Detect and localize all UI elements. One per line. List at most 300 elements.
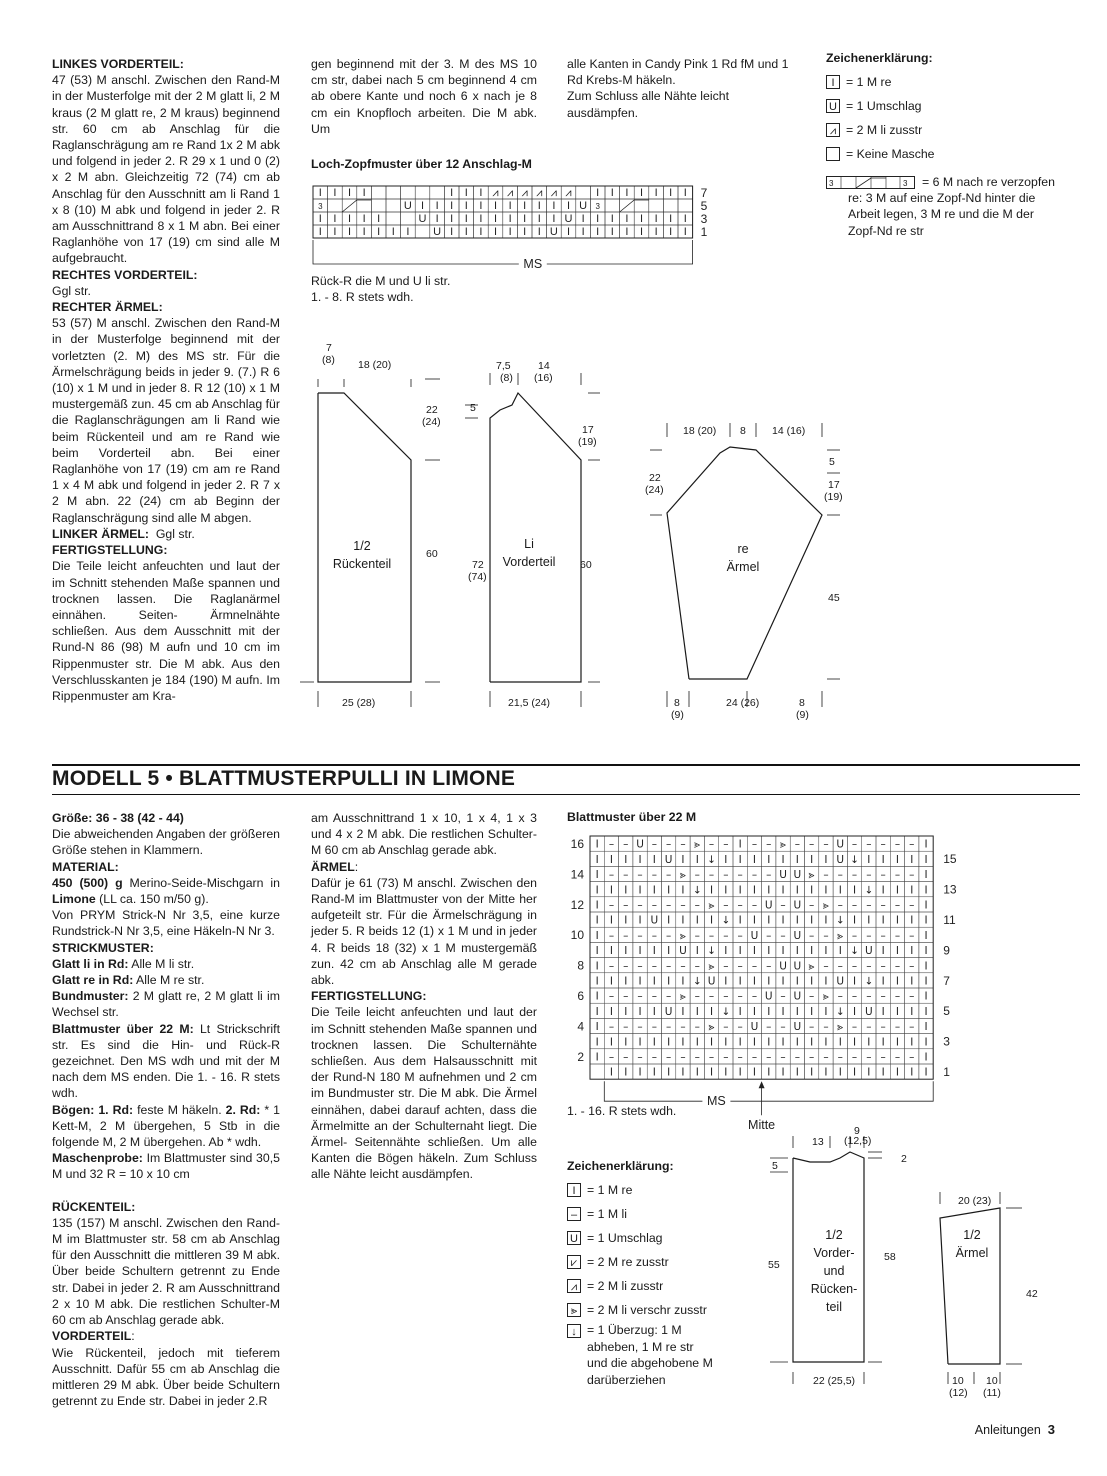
chart-cell xyxy=(386,186,401,199)
footer-label: Anleitungen xyxy=(974,1423,1041,1437)
svg-text:(8): (8) xyxy=(322,354,335,366)
chart-symbol: I xyxy=(595,914,599,927)
chart-symbol: ⪢ xyxy=(837,1021,844,1034)
chart-cell xyxy=(678,199,693,212)
chart-symbol: I xyxy=(695,1005,699,1018)
chart-symbol: – xyxy=(666,960,672,973)
chart-symbol: – xyxy=(851,990,858,1003)
chart-symbol: I xyxy=(609,945,614,958)
svg-text:18 (20): 18 (20) xyxy=(683,425,717,437)
chart-symbol: – xyxy=(837,990,843,1003)
chart-symbol: – xyxy=(680,1051,686,1064)
chart-symbol: – xyxy=(651,869,657,882)
chart-symbol: I xyxy=(609,1036,614,1049)
chart-symbol: I xyxy=(667,884,671,897)
chart-symbol: – xyxy=(666,1021,672,1034)
chart-symbol: I xyxy=(924,1051,928,1064)
chart-symbol: I xyxy=(654,187,658,199)
chart-symbol: I xyxy=(654,213,658,225)
chart-symbol: I xyxy=(824,1005,828,1018)
chart-symbol: – xyxy=(837,960,843,973)
chart-symbol: I xyxy=(420,200,425,212)
chart-symbol: I xyxy=(609,853,614,866)
chart-symbol: I xyxy=(724,1066,728,1079)
chart-symbol: – xyxy=(751,899,758,912)
chart-symbol: – xyxy=(823,929,829,942)
chart-symbol: I xyxy=(681,975,685,988)
chart-symbol: I xyxy=(537,200,541,212)
chart-symbol: – xyxy=(894,990,901,1003)
legend-title: Zeichenerklärung: xyxy=(826,51,933,65)
chart-symbol: ⪢ xyxy=(679,990,686,1003)
chart-symbol: – xyxy=(880,929,886,942)
paragraph xyxy=(52,940,280,956)
chart-symbol: ↓ xyxy=(850,853,859,866)
chart-symbol: – xyxy=(909,869,915,882)
chart-symbol: – xyxy=(737,960,743,973)
paragraph-text: 2 M glatt re, 2 M glatt li im Wechsel str. xyxy=(52,989,280,1020)
chart-symbol: I xyxy=(867,853,871,866)
chart-symbol: I xyxy=(752,853,757,866)
chart-symbol: – xyxy=(794,838,800,851)
yarn-over-icon: U xyxy=(826,99,840,113)
chart-symbol: I xyxy=(752,945,757,958)
svg-text:3: 3 xyxy=(829,179,834,188)
paragraph xyxy=(52,1183,280,1199)
chart-symbol: I xyxy=(867,1036,871,1049)
chart-symbol: U xyxy=(764,899,773,912)
svg-text:und: und xyxy=(823,1264,845,1278)
yarn-over-icon: U xyxy=(567,1231,581,1245)
chart-symbol: ↓ xyxy=(707,853,716,866)
mitte-arrow-head xyxy=(759,1081,765,1088)
chart-symbol: U xyxy=(836,975,845,988)
chart-symbol: – xyxy=(637,1021,643,1034)
svg-text:(24): (24) xyxy=(645,484,664,496)
heading: LINKES VORDERTEIL: xyxy=(52,57,184,71)
svg-text:Ärmel: Ärmel xyxy=(955,1246,989,1260)
svg-text:21,5 (24): 21,5 (24) xyxy=(508,697,551,709)
chart-symbol: U xyxy=(836,838,845,851)
chart-symbol: – xyxy=(851,899,858,912)
chart-symbol: – xyxy=(723,1021,729,1034)
chart-symbol: – xyxy=(809,1051,815,1064)
chart-symbol: U xyxy=(664,1005,673,1018)
row-number-right: 7 xyxy=(943,973,950,988)
chart-symbol: – xyxy=(894,838,901,851)
chart-symbol: I xyxy=(838,945,842,958)
chart-symbol: U xyxy=(750,929,759,942)
chart-symbol: – xyxy=(866,1021,872,1034)
chart-symbol: – xyxy=(694,960,700,973)
paragraph xyxy=(52,1345,280,1410)
schematic-top xyxy=(300,335,860,730)
legend-item: ⪢ = 2 M li verschr zusstr xyxy=(567,1298,707,1322)
chart-symbol: I xyxy=(406,226,410,238)
schematic-bottom xyxy=(760,1122,1060,1412)
chart-symbol: I xyxy=(493,226,498,238)
svg-text:22: 22 xyxy=(426,404,438,416)
chart-symbol: I xyxy=(638,1036,642,1049)
paragraph: gen beginnend mit der 3. M des MS 10 cm str, dabei nach 5 cm beginnend 4 cm ab obere Kante und noch 6 x nach je 8 cm ein Knopfloch arbeiten. Die M abk. Um xyxy=(311,57,537,136)
chart-symbol: I xyxy=(523,226,527,238)
chart-symbol: – xyxy=(623,1021,629,1034)
chart-symbol: – xyxy=(851,1051,858,1064)
chart-symbol: I xyxy=(881,1066,885,1079)
svg-text:22 (25,5): 22 (25,5) xyxy=(813,1375,856,1387)
chart-symbol: I xyxy=(910,853,914,866)
paragraph-text: Im Blattmuster sind 30,5 M und 32 R = 10 x 10 cm xyxy=(52,1151,280,1182)
chart-symbol: ⩘ xyxy=(506,187,514,199)
legend-item: ⩘ = 2 M li zusstr xyxy=(826,118,935,142)
chart-cell xyxy=(663,199,678,212)
bold-label: Glatt re in Rd: xyxy=(52,973,134,988)
paragraph xyxy=(52,1021,280,1102)
chart-symbol: I xyxy=(464,187,468,199)
chart-symbol: I xyxy=(377,226,381,238)
chart-symbol: I xyxy=(596,187,600,199)
chart-symbol: – xyxy=(694,1021,700,1034)
chart-cell xyxy=(401,212,416,225)
chart-symbol: – xyxy=(866,899,872,912)
paragraph: Die Teile leicht anfeuchten und laut der im Schnitt stehenden Maße spannen und trocknen lassen. Die Raglanärmel einnähen. Seiten- Ärmnelnähte schließen. Aus dem Ausschnitt mit der Rund-N 86 (98) M aufn und 10 cm im Rippenmuster str. Die M abk. Aus den Verschlusskanten je 184 (190) M aufn. Im Rippenmuster am Kra- xyxy=(52,559,280,703)
chart-symbol: ⪢ xyxy=(708,899,715,912)
chart-symbol: – xyxy=(680,960,686,973)
no-stitch-icon xyxy=(826,147,840,161)
paragraph-text: Alle M re str. xyxy=(133,973,205,988)
chart-symbol: I xyxy=(910,1005,914,1018)
svg-text:3: 3 xyxy=(903,179,908,188)
text-column-1-bottom xyxy=(52,810,280,1409)
chart-symbol: I xyxy=(681,1005,685,1018)
row-number-left: 10 xyxy=(570,928,584,943)
chart-symbol: – xyxy=(766,929,772,942)
chart-symbol: – xyxy=(708,990,715,1003)
chart-symbol: ⪢ xyxy=(822,990,829,1003)
chart-symbol: I xyxy=(924,853,928,866)
chart-cell xyxy=(386,212,401,225)
chart-symbol: U xyxy=(779,960,787,973)
knit-icon: I xyxy=(567,1183,581,1197)
chart-symbol: I xyxy=(624,975,628,988)
bold-label: Bundmuster: xyxy=(52,989,129,1004)
bold-label: ÄRMEL xyxy=(311,859,355,874)
chart-symbol: I xyxy=(595,884,599,897)
chart-symbol: I xyxy=(724,884,728,897)
chart-symbol: I xyxy=(624,1066,628,1079)
chart-symbol: I xyxy=(738,853,742,866)
legend-item: U = 1 Umschlag xyxy=(826,94,935,118)
paragraph: 47 (53) M anschl. Zwischen den Rand-M in der Musterfolge mit der 2 M glatt li, 2 M kraus (2 M glatt re, 2 M kraus) beginnend str. 60 cm ab Anschlag für die Raglanschrägung am re Rand 1x 2 M abk und folgend in jeder 2. R 29 x 1 und 0 (2) x 2 M abn. Gleichzeitig 72 (74) cm ab Anschlag für den Ausschnitt am li Rand 1 x 8 (10) M abk und folgend in jeder 2. R am Ausschnittrand 8 x 1 M abn. Bei einer Raglanhöhe von 17 (19) cm sind alle M aufgebraucht. xyxy=(52,73,280,266)
chart-symbol: – xyxy=(823,1021,829,1034)
chart-symbol: I xyxy=(581,213,585,225)
chart-symbol: I xyxy=(377,213,381,225)
svg-text:60: 60 xyxy=(580,559,592,571)
chart-symbol: U xyxy=(707,975,716,988)
chart-symbol: I xyxy=(767,1066,771,1079)
row-number: 3 xyxy=(700,212,708,226)
chart-symbol: I xyxy=(781,1005,785,1018)
chart-symbol: I xyxy=(681,1036,685,1049)
legend-item: I = 1 M re xyxy=(567,1178,707,1202)
legend-item-slip: ↓ = 1 Überzug: 1 M abheben, 1 M re str und die abgehobene M darüberziehen xyxy=(567,1322,717,1388)
row-number-right: 5 xyxy=(943,1004,950,1019)
chart-symbol: I xyxy=(738,1005,742,1018)
chart-symbol: I xyxy=(738,1066,742,1079)
purl-two-together-icon: ⩘ xyxy=(567,1279,581,1293)
chart-symbol: – xyxy=(880,990,886,1003)
bold-label: MATERIAL: xyxy=(52,859,119,874)
chart-cell xyxy=(634,199,649,212)
chart-symbol: ⪢ xyxy=(808,960,815,973)
chart-symbol: I xyxy=(910,914,914,927)
svg-text:55: 55 xyxy=(768,1259,780,1271)
chart-symbol: U xyxy=(836,853,845,866)
svg-text:17: 17 xyxy=(582,424,594,436)
legend-item: I = 1 M re xyxy=(826,70,935,94)
chart-symbol: I xyxy=(924,914,928,927)
chart-symbol: I xyxy=(767,884,771,897)
chart-symbol: I xyxy=(652,1005,656,1018)
chart-symbol: ↓ xyxy=(864,975,874,988)
chart-symbol: I xyxy=(781,945,785,958)
chart-symbol: I xyxy=(667,914,671,927)
chart-symbol: I xyxy=(638,1005,642,1018)
svg-text:Vorder-: Vorder- xyxy=(813,1246,855,1260)
chart-symbol: – xyxy=(623,899,629,912)
text-column-3 xyxy=(567,56,795,121)
chart-symbol: U xyxy=(764,990,773,1003)
chart-symbol: I xyxy=(724,853,728,866)
legend-bottom xyxy=(567,1178,707,1322)
chart-symbol: ⩘ xyxy=(550,187,558,199)
paragraph xyxy=(52,1102,280,1151)
chart-symbol: I xyxy=(924,960,928,973)
chart-symbol: ↓ xyxy=(721,914,731,927)
chart-symbol: I xyxy=(695,1066,699,1079)
chart-symbol: – xyxy=(809,899,815,912)
chart-symbol: I xyxy=(724,1036,728,1049)
paragraph xyxy=(52,826,280,858)
row-number-left: 14 xyxy=(570,867,584,882)
chart-symbol: I xyxy=(895,1066,900,1079)
chart-symbol: – xyxy=(880,960,886,973)
chart-symbol: – xyxy=(851,960,858,973)
chart-cell xyxy=(386,199,401,212)
chart-symbol: – xyxy=(737,990,743,1003)
chart-symbol: I xyxy=(595,838,599,851)
chart-symbol: I xyxy=(596,226,600,238)
chart-symbol: I xyxy=(695,945,699,958)
bold-label: Maschenprobe: xyxy=(52,1151,143,1166)
chart-notes: Rück-R die M und U li str. 1. - 8. R stets wdh. xyxy=(311,274,451,305)
chart-symbol: U xyxy=(865,1005,873,1018)
chart-symbol: I xyxy=(781,884,785,897)
chart-symbol: I xyxy=(810,884,814,897)
chart-symbol: – xyxy=(766,1051,772,1064)
chart-symbol: – xyxy=(694,899,700,912)
chart-symbol: ⪢ xyxy=(708,960,715,973)
paragraph-text: Wie Rückenteil, jedoch mit tieferem Ausschnitt. Dafür 55 cm ab Anschlag die mittleren 29 M abk. Über beide Schultern getrennt zu Ende str. Dabei in jeder 2.R xyxy=(52,1345,280,1409)
chart-symbol: – xyxy=(637,960,643,973)
bold-label: RÜCKENTEIL: xyxy=(52,1199,136,1214)
chart-symbol: – xyxy=(623,929,629,942)
chart-symbol: I xyxy=(595,1036,599,1049)
row-number-left: 6 xyxy=(577,989,584,1003)
svg-text:2: 2 xyxy=(901,1153,907,1165)
chart-symbol: I xyxy=(910,975,914,988)
chart-symbol: I xyxy=(824,853,828,866)
row-number-left: 16 xyxy=(570,837,584,851)
paragraph xyxy=(52,1328,280,1344)
paragraph: Zum Schluss alle Nähte leicht ausdämpfen. xyxy=(567,89,729,120)
svg-text:5: 5 xyxy=(829,456,835,468)
chart-symbol: I xyxy=(479,200,483,212)
row-number-left: 12 xyxy=(570,897,584,912)
chart-symbol: I xyxy=(595,945,599,958)
chart-cell xyxy=(576,186,591,199)
paragraph xyxy=(52,988,280,1020)
knit-two-together-icon: ⩗ xyxy=(567,1255,581,1269)
chart-symbol: I xyxy=(709,1005,714,1018)
chart-symbol: I xyxy=(910,884,914,897)
paragraph: LINKER ÄRMEL: Ggl str. xyxy=(52,526,195,541)
chart-symbol: I xyxy=(493,200,498,212)
chart-symbol: – xyxy=(666,929,672,942)
chart-symbol: I xyxy=(767,853,771,866)
chart-symbol: I xyxy=(652,853,656,866)
chart-symbol: I xyxy=(667,1066,671,1079)
chart-symbol: – xyxy=(623,838,629,851)
chart-symbol: I xyxy=(566,226,571,238)
chart-symbol: I xyxy=(824,945,828,958)
paragraph xyxy=(52,972,280,988)
chart-symbol: I xyxy=(450,200,454,212)
svg-text:(9): (9) xyxy=(671,709,684,721)
chart-symbol: I xyxy=(895,1005,900,1018)
chart-symbol: I xyxy=(681,914,685,927)
chart-symbol: I xyxy=(924,945,928,958)
chart-symbol: I xyxy=(695,1036,699,1049)
chart-symbol: – xyxy=(737,1021,743,1034)
paragraph-text: Merino-Seide-Mischgarn in xyxy=(122,875,280,890)
chart-symbol: I xyxy=(881,975,885,988)
row-number-right: 15 xyxy=(943,852,957,867)
chart-symbol: I xyxy=(824,884,828,897)
paragraph xyxy=(52,956,280,972)
bold-label: VORDERTEIL xyxy=(52,1329,132,1344)
chart-symbol: – xyxy=(723,899,729,912)
chart-symbol: ⩘ xyxy=(492,187,499,199)
chart-symbol: – xyxy=(894,869,901,882)
chart-symbol: I xyxy=(924,869,928,882)
chart-symbol: – xyxy=(666,899,672,912)
chart-symbol: I xyxy=(333,226,337,238)
svg-text:17: 17 xyxy=(828,479,840,491)
chart-symbol: U xyxy=(750,1021,759,1034)
chart-symbol: – xyxy=(751,869,758,882)
chart-symbol: I xyxy=(681,853,685,866)
chart-symbol: – xyxy=(780,899,786,912)
chart-symbol: ⪢ xyxy=(708,1021,715,1034)
chart-cell xyxy=(401,186,416,199)
chart-symbol: I xyxy=(624,884,628,897)
paragraph-text: Alle M li str. xyxy=(128,956,195,971)
chart-symbol: ⪢ xyxy=(822,899,829,912)
paragraph-text: Dafür je 61 (73) M anschl. Zwischen den Rand-M im Blattmuster von der Mitte her aufgeteilt str. Für die Ärmelschrägung in jeder 5. R beids 12 (1) x 1 M und in jeder 4. R beids 18 (32) x 1 M mustergemäß zun. 42 cm ab Anschlag alle M gerade abk. xyxy=(311,875,537,988)
chart-symbol: I xyxy=(924,1036,928,1049)
chart-symbol: I xyxy=(464,226,468,238)
chart-symbol: – xyxy=(637,899,643,912)
chart-symbol: – xyxy=(851,869,858,882)
chart-symbol: I xyxy=(479,187,483,199)
legend-item: = Keine Masche xyxy=(826,142,935,166)
legend-title: Zeichenerklärung: xyxy=(567,1159,674,1173)
chart-symbol: I xyxy=(624,1036,628,1049)
chart-symbol: ⪢ xyxy=(694,838,701,851)
chart-symbol: – xyxy=(766,838,772,851)
paragraph-text: Die abweichenden Angaben der größeren Größe stehen in Klammern. xyxy=(52,827,280,858)
ms-bracket xyxy=(604,1081,933,1101)
chart-symbol: I xyxy=(652,884,656,897)
chart-symbol: – xyxy=(809,838,815,851)
chart-cell xyxy=(605,199,620,212)
chart-symbol: I xyxy=(852,914,857,927)
chart-symbol: I xyxy=(638,884,642,897)
chart-symbol: – xyxy=(780,1051,786,1064)
chart-symbol: I xyxy=(669,213,673,225)
chart-symbol: I xyxy=(852,884,857,897)
chart-symbol: I xyxy=(638,914,642,927)
cable-legend-text: = 6 M nach re verzopfen re: 3 M auf eine Zopf-Nd hinter die Arbeit legen, 3 M re und die M der Zopf-Nd re str xyxy=(848,175,1055,238)
chart-symbol: I xyxy=(810,1036,814,1049)
chart-symbol: I xyxy=(625,187,629,199)
chart-symbol: – xyxy=(651,960,657,973)
text-column-2 xyxy=(311,56,537,137)
chart-symbol: I xyxy=(738,914,742,927)
chart-symbol: I xyxy=(610,226,614,238)
chart-cell xyxy=(357,199,372,212)
chart-symbol: I xyxy=(654,226,658,238)
chart-symbol: I xyxy=(552,213,556,225)
chart-symbol: – xyxy=(809,1021,815,1034)
heading: RECHTER ÄRMEL: xyxy=(52,300,163,315)
ms-label: MS xyxy=(707,1094,726,1109)
chart-symbol: I xyxy=(464,200,468,212)
chart-symbol: I xyxy=(347,226,352,238)
chart-symbol: I xyxy=(895,945,900,958)
chart-symbol: – xyxy=(780,929,786,942)
chart-symbol: I xyxy=(738,1036,742,1049)
chart-symbol: – xyxy=(866,838,872,851)
chart-symbol: I xyxy=(479,213,483,225)
chart-symbol: – xyxy=(723,869,729,882)
paragraph-text: Lt Strickschrift str. Es sind die Hin- und Rück-R gezeichnet. Den MS wdh und mit der M nach dem MS enden. Die 1. - 16. R stets wdh. xyxy=(52,1021,280,1101)
chart-symbol: – xyxy=(651,838,657,851)
chart-symbol: I xyxy=(810,914,814,927)
chart-symbol: I xyxy=(709,914,714,927)
row-number-left: 4 xyxy=(577,1019,584,1034)
svg-text:(24): (24) xyxy=(422,416,441,428)
chart-symbol: ↓ xyxy=(864,884,874,897)
chart-symbol: I xyxy=(795,945,799,958)
legend-item: – = 1 M li xyxy=(567,1202,707,1226)
chart-symbol: I xyxy=(895,975,900,988)
chart-symbol: – xyxy=(723,1051,729,1064)
chart-symbol: U xyxy=(679,945,687,958)
chart-symbol: I xyxy=(910,945,914,958)
chart-symbol: – xyxy=(866,929,872,942)
